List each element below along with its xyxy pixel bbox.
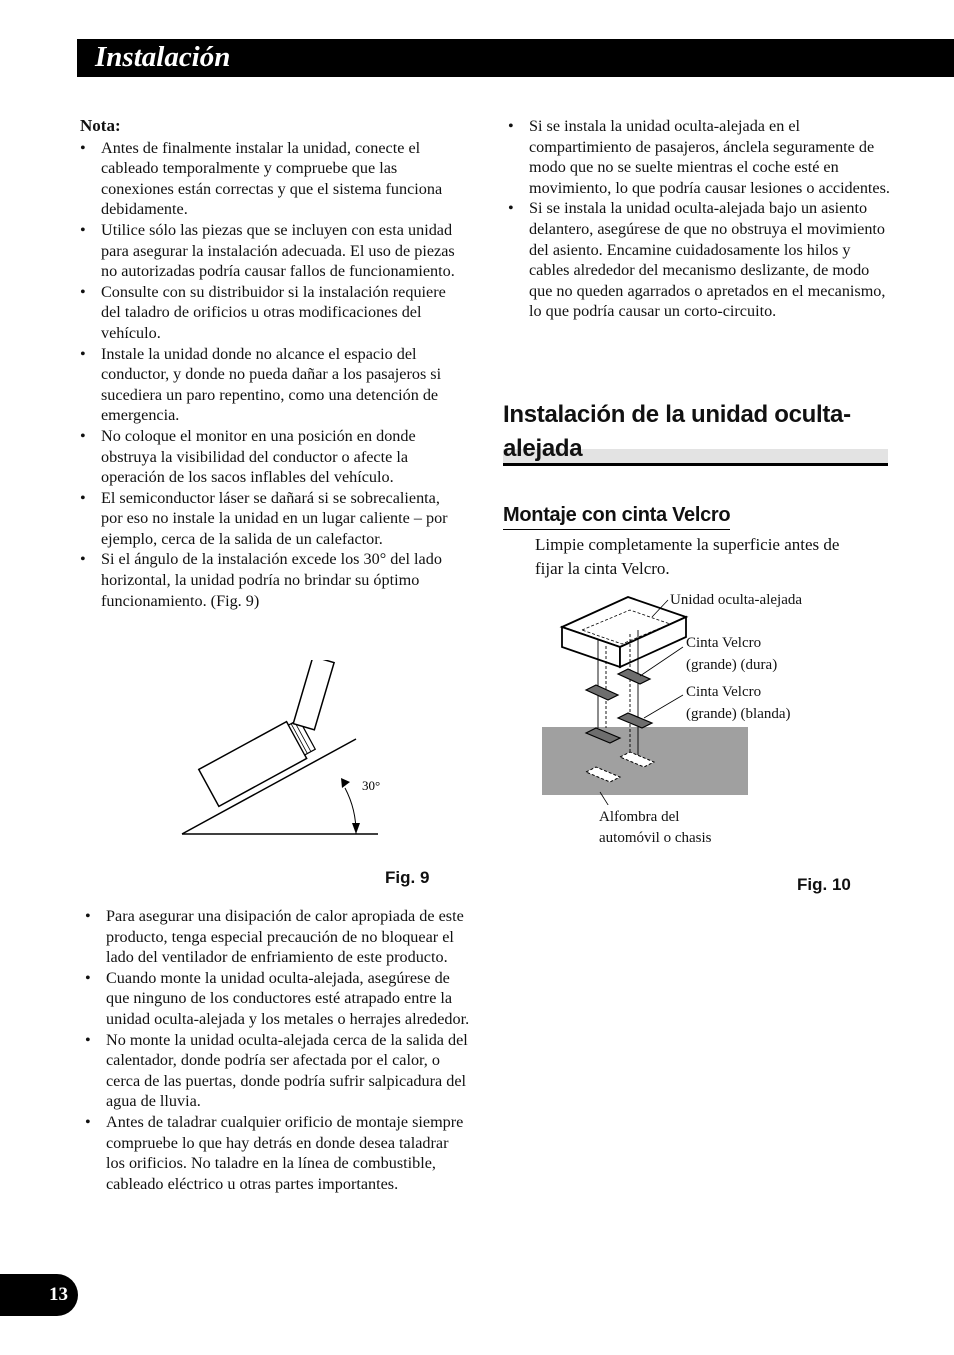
right-notes [508, 116, 890, 322]
angle-label: 30° [362, 778, 381, 793]
list-item: • No coloque el monitor en una posición en donde obstruya la visibilidad del conductor o afecte la operación de los sacos inflables del vehículo. [80, 426, 465, 488]
label-velcro-soft-1: Cinta Velcro [686, 684, 762, 700]
subsection-title: Montaje con cinta Velcro [503, 502, 730, 530]
fig10-caption: Fig. 10 [797, 875, 851, 894]
list-item: • Consulte con su distribuidor si la instalación requiere del taladro de orificios u otras modificaciones del vehículo. [80, 282, 465, 344]
note-list-3 [508, 116, 890, 322]
list-item: • Para asegurar una disipación de calor apropiada de este producto, tenga especial precaución de no bloquear el lado del ventilador de enfriamiento de este producto. [85, 906, 470, 968]
label-velcro-hard-2: (grande) (dura) [686, 657, 778, 673]
left-notes [80, 116, 465, 611]
label-velcro-hard-1: Cinta Velcro [686, 635, 762, 651]
left-notes-2 [80, 906, 470, 1194]
note-list-2 [80, 906, 470, 1194]
fig9-illustration [170, 660, 390, 845]
list-item: • Cuando monte la unidad oculta-alejada, asegúrese de que ninguno de los conductores esté atrapado entre la unidad oculta-alejada y los metales o herrajes alrededor. [85, 968, 470, 1030]
list-item: • Si se instala la unidad oculta-alejada bajo un asiento delantero, asegúrese de que no obstruya el movimiento del asiento. Encamine cuidadosamente los hilos y cables alrededor del mecanismo deslizante, de modo que no queden agarrados o apretados en el mecanismo, lo que podría causar un corto-circuito. [508, 198, 890, 322]
list-item: • Utilice sólo las piezas que se incluyen con esta unidad para asegurar la instalación adecuada. El uso de piezas no autorizadas podría causar fallos de funcionamiento. [80, 220, 465, 282]
note-title: Nota: [80, 116, 121, 135]
page-number: 13 [0, 1274, 78, 1316]
list-item: • Antes de taladrar cualquier orificio de montaje siempre compruebe lo que hay detrás en donde desea taladrar los orificios. No taladre en la línea de combustible, cableado eléctrico u otras partes importantes. [85, 1112, 470, 1194]
intro-text: Limpie completamente la superficie antes de fijar la cinta Velcro. [535, 535, 840, 578]
list-item: • Si se instala la unidad oculta-alejada en el compartimiento de pasajeros, ánclela seguramente de modo que no se suelte mientras el coche esté en movimiento, lo que podría causar lesiones o accidentes. [508, 116, 890, 198]
label-carpet-2: automóvil o chasis [599, 830, 712, 846]
list-item: • Antes de finalmente instalar la unidad, conecte el cableado temporalmente y compruebe que las conexiones están correctas y que el sistema funciona debidamente. [80, 138, 465, 220]
label-carpet-1: Alfombra del [599, 809, 680, 825]
list-item: • Si el ángulo de la instalación excede los 30° del lado horizontal, la unidad podría no brindar su óptimo funcionamiento. (Fig. 9) [80, 549, 465, 611]
label-unit: Unidad oculta-alejada [670, 592, 803, 608]
note-list [80, 138, 465, 612]
fig9-caption: Fig. 9 [385, 868, 430, 887]
section-title-rule [503, 463, 888, 466]
list-item: • El semiconductor láser se dañará si se sobrecalienta, por eso no instale la unidad en un lugar caliente – por ejemplo, cerca de la salida de un calefactor. [80, 488, 465, 550]
list-item: • Instale la unidad donde no alcance el espacio del conductor, y donde no pueda dañar a los pasajeros si sucediera un paro repentino, como una detención de emergencia. [80, 344, 465, 426]
section-title: Instalación de la unidad oculta-alejada [503, 401, 851, 462]
header-bar [77, 39, 954, 77]
page-title: Instalación [95, 41, 231, 73]
label-velcro-soft-2: (grande) (blanda) [686, 706, 791, 722]
list-item: • No monte la unidad oculta-alejada cerca de la salida del calentador, donde podría ser afectada por el calor, o cerca de las puertas, donde podría sufrir salpicadura del agua de lluvia. [85, 1030, 470, 1112]
